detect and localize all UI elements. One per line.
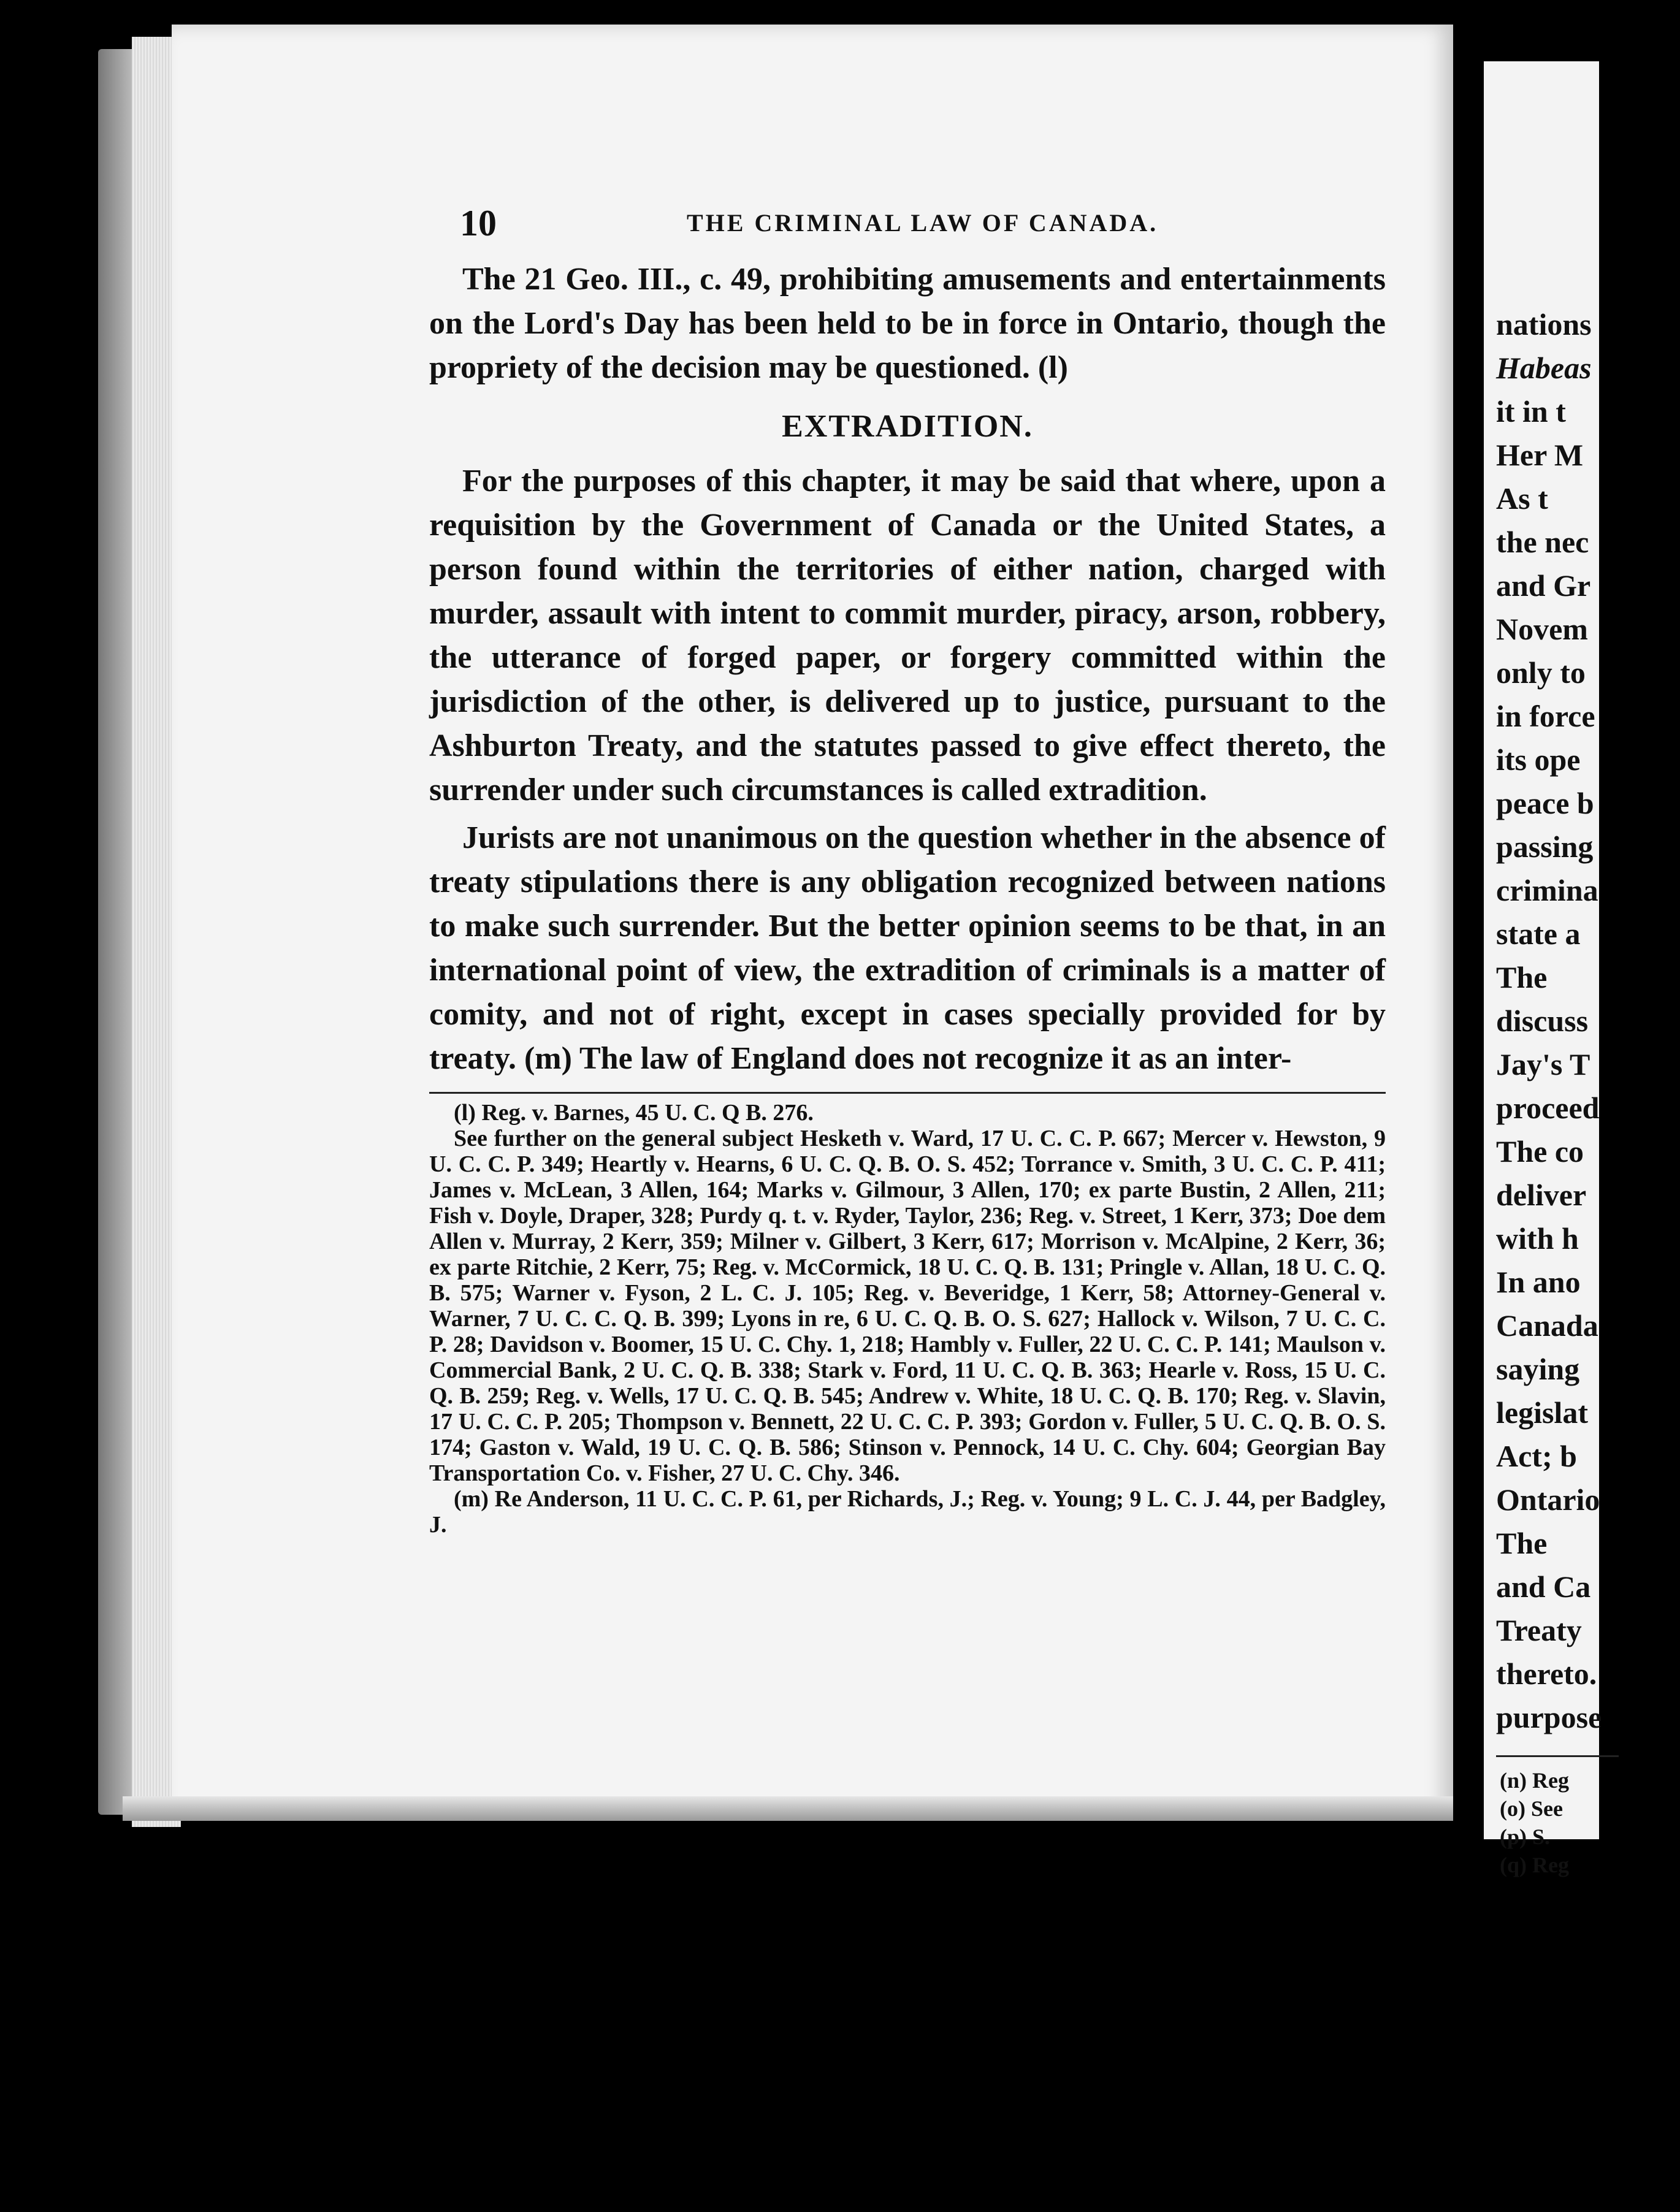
right-page-line: peace b — [1496, 786, 1594, 820]
right-page-line: crimina — [1496, 873, 1598, 907]
right-page-footnote: (n) Reg — [1500, 1768, 1569, 1793]
footnote-m: (m) Re Anderson, 11 U. C. C. P. 61, per Richards, J.; Reg. v. Young; 9 L. C. J. 44, per Badgley, J. — [429, 1486, 1386, 1538]
running-head — [429, 202, 1386, 257]
section-heading: EXTRADITION. — [782, 409, 1033, 444]
paragraph-lords-day: The 21 Geo. III., c. 49, prohibiting amusements and entertainments on the Lord's Day has been held to be in force in Ontario, though the propriety of the decision may be questioned. (l) — [429, 262, 1386, 385]
right-page-line: Canada — [1496, 1308, 1598, 1343]
paragraph-jurists: Jurists are not unanimous on the question whether in the absence of treaty stipulations there is any obligation recognized between nations to make such surrender. But the better opinion seems to be that, in an international point of view, the extradition of criminals is a matter of comity, and not of right, except in cases specially provided for by treaty. (m) The law of England does not recognize it as an inter- — [429, 820, 1386, 1076]
running-head-title: THE CRIMINAL LAW OF CANADA. — [687, 209, 1159, 237]
right-page-line: nations — [1496, 307, 1592, 341]
right-page-footnote: (o) See — [1500, 1796, 1563, 1821]
right-page-line: The — [1496, 1526, 1548, 1560]
right-page-footnote: (p) S. — [1500, 1825, 1551, 1849]
right-page — [1484, 61, 1602, 1877]
footnote-rule — [429, 1092, 1386, 1094]
right-page-line: In ano — [1496, 1265, 1581, 1299]
right-page-line: As t — [1496, 481, 1548, 516]
right-page-footnote: (q) Reg — [1500, 1853, 1569, 1877]
right-page-line: legislat — [1496, 1395, 1588, 1430]
right-page-line: and Ca — [1496, 1569, 1591, 1604]
right-page-line: deliver — [1496, 1178, 1587, 1212]
right-page-line: The — [1496, 960, 1548, 994]
right-page-line: The co — [1496, 1134, 1584, 1169]
right-page-line: thereto. — [1496, 1657, 1597, 1691]
right-page-line: in force — [1496, 699, 1595, 733]
right-page-line: saying — [1496, 1352, 1580, 1386]
right-page-line: Jay's T — [1496, 1047, 1590, 1081]
right-page-footnote-rule — [1496, 1755, 1619, 1757]
right-page-line: only to — [1496, 655, 1586, 690]
right-page-line: passing — [1496, 830, 1594, 864]
right-page-line: state a — [1496, 917, 1581, 951]
footnote-see-further: See further on the general subject Hesketh v. Ward, 17 U. C. C. P. 667; Mercer v. Hewston, 9 U. C. C. P. 349; Heartly v. Hearns, 6 U. C. Q. B. O. S. 452; Torrance v. Smith, 3 U. C. C. P. 411; James v. McLean, 3 Allen, 164; Marks v. Gilmour, 3 Allen, 170; ex parte Bustin, 2 Allen, 211; Fish v. Doyle, Draper, 328; Purdy q. t. v. Ryder, Taylor, 236; Reg. v. Street, 1 Kerr, 373; Doe dem Allen v. Murray, 2 Kerr, 359; Milner v. Gilbert, 3 Kerr, 617; Morrison v. McAlpine, 2 Kerr, 36; ex parte Ritchie, 2 Kerr, 75; Reg. v. McCormick, 18 U. C. Q. B. 131; Pringle v. Allan, 18 U. C. Q. B. 575; Warner v. Fyson, 2 L. C. J. 105; Reg. v. Beveridge, 1 Kerr, 58; Attorney-General v. Warner, 7 U. C. C. Q. B. 399; Lyons in re, 6 U. C. Q. B. O. S. 627; Hallock v. Wilson, 7 U. C. C. P. 28; Davidson v. Boomer, 15 U. C. Chy. 1, 218; Hambly v. Fuller, 22 U. C. C. P. 141; Maulson v. Commercial Bank, 2 U. C. Q. B. 338; Stark v. Ford, 11 U. C. Q. B. 363; Hearle v. Ross, 15 U. C. Q. B. 259; Reg. v. Wells, 17 U. C. Q. B. 545; Andrew v. White, 18 U. C. Q. B. 170; Reg. v. Slavin, 17 U. C. C. P. 205; Thompson v. Bennett, 22 U. C. C. P. 393; Gordon v. Fuller, 5 U. C. Q. B. O. S. 174; Gaston v. Wald, 19 U. C. Q. B. 586; Stinson v. Pennock, 14 U. C. Chy. 604; Georgian Bay Transportation Co. v. Fisher, 27 U. C. Chy. 346. — [429, 1126, 1386, 1486]
page-number: 10 — [460, 203, 497, 243]
right-page-line: purpose — [1496, 1700, 1602, 1734]
right-page-line: it in t — [1496, 394, 1566, 429]
right-page-line: Treaty — [1496, 1613, 1582, 1647]
right-page-line: the nec — [1496, 525, 1589, 559]
right-page-line: and Gr — [1496, 568, 1591, 603]
right-page-line: Novem — [1496, 612, 1588, 646]
right-page-line: Her M — [1496, 438, 1584, 472]
footnote-l: (l) Reg. v. Barnes, 45 U. C. Q B. 276. — [454, 1100, 814, 1126]
book-bottom-edge — [123, 1796, 1459, 1821]
right-page-line: with h — [1496, 1221, 1579, 1256]
right-page-line: Act; b — [1496, 1439, 1577, 1473]
right-page-line: Ontario — [1496, 1482, 1600, 1517]
right-page-line: proceed — [1496, 1091, 1600, 1125]
paragraph-extradition-definition: For the purposes of this chapter, it may be said that where, upon a requisition by the Government of Canada or the United States, a person found within the territories of either nation, charged with murder, assault with intent to commit murder, piracy, arson, robbery, the utterance of forged paper, or forgery committed within the jurisdiction of the other, is delivered up to justice, pursuant to the Ashburton Treaty, and the statutes passed to give effect thereto, the surrender under such circumstances is called extradition. — [429, 463, 1386, 807]
right-page-line: Habeas — [1496, 351, 1592, 385]
right-page-line: discuss — [1496, 1004, 1589, 1038]
right-page-line: its ope — [1496, 742, 1581, 777]
left-page-text — [429, 202, 1386, 1538]
book-gutter — [1453, 61, 1484, 1839]
